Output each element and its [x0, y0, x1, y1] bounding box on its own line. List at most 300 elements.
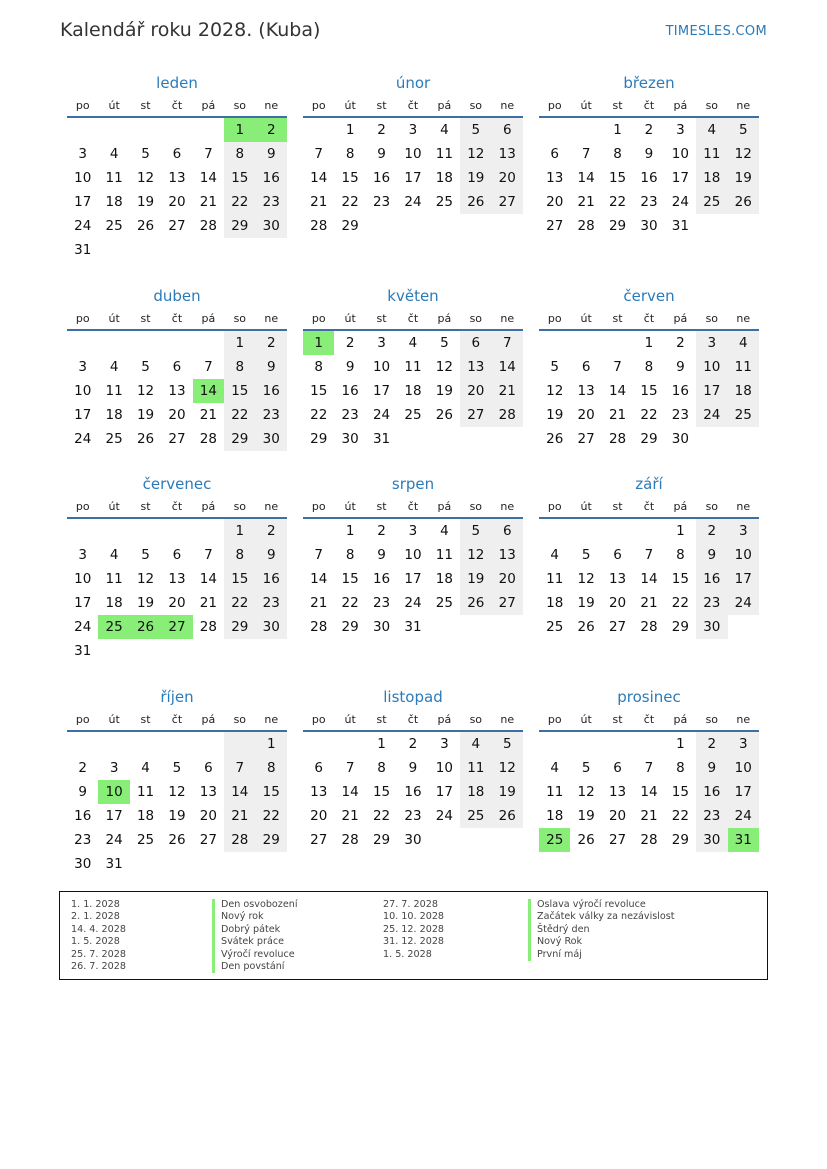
day-cell[interactable]: 2: [345, 335, 355, 351]
day-cell[interactable]: 29: [256, 828, 287, 852]
day-cell[interactable]: 2: [676, 335, 685, 351]
day-cell[interactable]: 17: [728, 567, 759, 591]
day-cell[interactable]: 28: [608, 431, 627, 447]
day-cell[interactable]: 31: [728, 828, 759, 852]
day-cell[interactable]: 1: [256, 732, 287, 756]
day-cell[interactable]: 26: [728, 190, 759, 214]
day-cell[interactable]: 1: [644, 335, 654, 351]
day-cell[interactable]: 27: [492, 591, 523, 615]
day-cell[interactable]: 1: [224, 118, 255, 142]
day-cell[interactable]: 18: [460, 780, 491, 804]
day-cell[interactable]: 15: [224, 567, 255, 591]
day-cell[interactable]: 4: [109, 547, 119, 563]
day-cell[interactable]: 26: [460, 190, 491, 214]
day-cell[interactable]: 27: [546, 218, 564, 234]
day-cell[interactable]: 22: [310, 407, 328, 423]
day-cell[interactable]: 30: [696, 615, 727, 639]
day-cell[interactable]: 17: [74, 194, 92, 210]
day-cell[interactable]: 17: [105, 808, 123, 824]
day-cell[interactable]: 9: [408, 760, 418, 776]
day-cell[interactable]: 27: [577, 431, 595, 447]
day-cell[interactable]: 28: [577, 218, 595, 234]
day-cell[interactable]: 3: [408, 122, 418, 138]
day-cell[interactable]: 14: [310, 571, 328, 587]
day-cell[interactable]: 15: [341, 571, 359, 587]
day-cell[interactable]: 3: [408, 523, 418, 539]
day-cell[interactable]: 31: [105, 856, 123, 872]
day-cell[interactable]: 30: [404, 832, 422, 848]
day-cell[interactable]: 26: [136, 218, 155, 234]
day-cell[interactable]: 16: [696, 567, 727, 591]
day-cell[interactable]: 11: [435, 547, 453, 563]
day-cell[interactable]: 3: [377, 335, 386, 351]
day-cell[interactable]: 25: [105, 218, 123, 234]
day-cell[interactable]: 11: [105, 571, 123, 587]
day-cell[interactable]: 8: [613, 146, 622, 162]
day-cell[interactable]: 1: [224, 519, 255, 543]
day-cell[interactable]: 18: [435, 170, 453, 186]
day-cell[interactable]: 14: [640, 784, 658, 800]
day-cell[interactable]: 21: [199, 595, 217, 611]
day-cell[interactable]: 10: [404, 146, 422, 162]
day-cell[interactable]: 21: [224, 804, 255, 828]
day-cell[interactable]: 17: [404, 571, 422, 587]
day-cell[interactable]: 9: [256, 543, 287, 567]
day-cell[interactable]: 1: [377, 736, 386, 752]
day-cell[interactable]: 7: [492, 331, 523, 355]
day-cell[interactable]: 20: [199, 808, 217, 824]
day-cell[interactable]: 13: [199, 784, 217, 800]
day-cell[interactable]: 17: [404, 170, 422, 186]
day-cell[interactable]: 11: [105, 383, 123, 399]
day-cell[interactable]: 10: [696, 355, 727, 379]
day-cell[interactable]: 4: [141, 760, 150, 776]
day-cell[interactable]: 10: [435, 760, 453, 776]
day-cell[interactable]: 2: [377, 523, 386, 539]
day-cell[interactable]: 27: [608, 619, 627, 635]
day-cell[interactable]: 7: [204, 359, 213, 375]
day-cell[interactable]: 21: [492, 379, 523, 403]
day-cell[interactable]: 21: [199, 407, 217, 423]
day-cell[interactable]: 25: [435, 595, 453, 611]
day-cell[interactable]: 31: [671, 218, 689, 234]
day-cell[interactable]: 6: [204, 760, 213, 776]
day-cell[interactable]: 24: [404, 595, 422, 611]
day-cell[interactable]: 17: [74, 595, 92, 611]
day-cell[interactable]: 24: [74, 431, 92, 447]
day-cell[interactable]: 2: [256, 519, 287, 543]
day-cell[interactable]: 14: [193, 379, 224, 403]
day-cell[interactable]: 12: [577, 571, 595, 587]
day-cell[interactable]: 7: [314, 146, 323, 162]
day-cell[interactable]: 24: [74, 218, 92, 234]
day-cell[interactable]: 9: [345, 359, 355, 375]
day-cell[interactable]: 6: [492, 118, 523, 142]
day-cell[interactable]: 7: [581, 146, 591, 162]
day-cell[interactable]: 6: [613, 760, 622, 776]
day-cell[interactable]: 30: [256, 427, 287, 451]
day-cell[interactable]: 24: [696, 403, 727, 427]
day-cell[interactable]: 19: [577, 595, 595, 611]
day-cell[interactable]: 11: [460, 756, 491, 780]
day-cell[interactable]: 15: [224, 379, 255, 403]
day-cell[interactable]: 8: [377, 760, 386, 776]
day-cell[interactable]: 14: [224, 780, 255, 804]
day-cell[interactable]: 5: [581, 547, 591, 563]
day-cell[interactable]: 21: [577, 194, 595, 210]
day-cell[interactable]: 14: [199, 571, 217, 587]
day-cell[interactable]: 13: [168, 170, 186, 186]
day-cell[interactable]: 30: [671, 431, 689, 447]
day-cell[interactable]: 25: [404, 407, 422, 423]
day-cell[interactable]: 8: [345, 146, 355, 162]
day-cell[interactable]: 29: [224, 214, 255, 238]
day-cell[interactable]: 5: [172, 760, 182, 776]
day-cell[interactable]: 26: [435, 407, 453, 423]
day-cell[interactable]: 10: [728, 543, 759, 567]
day-cell[interactable]: 23: [696, 804, 727, 828]
day-cell[interactable]: 25: [460, 804, 491, 828]
day-cell[interactable]: 28: [199, 431, 217, 447]
day-cell[interactable]: 5: [460, 519, 491, 543]
day-cell[interactable]: 4: [728, 331, 759, 355]
day-cell[interactable]: 16: [256, 379, 287, 403]
day-cell[interactable]: 1: [345, 122, 355, 138]
day-cell[interactable]: 14: [640, 571, 658, 587]
day-cell[interactable]: 11: [435, 146, 453, 162]
day-cell[interactable]: 23: [372, 194, 391, 210]
brand-link[interactable]: TIMESLES.COM: [665, 24, 767, 39]
day-cell[interactable]: 16: [372, 170, 391, 186]
day-cell[interactable]: 1: [676, 736, 685, 752]
day-cell[interactable]: 23: [256, 591, 287, 615]
day-cell[interactable]: 28: [224, 828, 255, 852]
day-cell[interactable]: 6: [550, 146, 559, 162]
day-cell[interactable]: 16: [74, 808, 92, 824]
day-cell[interactable]: 24: [435, 808, 453, 824]
day-cell[interactable]: 19: [577, 808, 595, 824]
day-cell[interactable]: 28: [341, 832, 359, 848]
day-cell[interactable]: 20: [168, 407, 186, 423]
day-cell[interactable]: 6: [613, 547, 622, 563]
day-cell[interactable]: 3: [109, 760, 119, 776]
day-cell[interactable]: 16: [671, 383, 689, 399]
day-cell[interactable]: 12: [168, 784, 186, 800]
day-cell[interactable]: 20: [168, 595, 186, 611]
day-cell[interactable]: 20: [546, 194, 564, 210]
day-cell[interactable]: 7: [314, 547, 323, 563]
day-cell[interactable]: 10: [74, 571, 92, 587]
day-cell[interactable]: 21: [199, 194, 217, 210]
day-cell[interactable]: 15: [310, 383, 328, 399]
day-cell[interactable]: 12: [728, 142, 759, 166]
day-cell[interactable]: 10: [671, 146, 689, 162]
day-cell[interactable]: 9: [377, 547, 386, 563]
day-cell[interactable]: 22: [224, 591, 255, 615]
day-cell[interactable]: 3: [78, 547, 87, 563]
day-cell[interactable]: 22: [372, 808, 391, 824]
day-cell[interactable]: 16: [372, 571, 391, 587]
day-cell[interactable]: 25: [105, 431, 123, 447]
day-cell[interactable]: 5: [141, 359, 150, 375]
day-cell[interactable]: 18: [136, 808, 155, 824]
day-cell[interactable]: 5: [492, 732, 523, 756]
day-cell[interactable]: 18: [404, 383, 422, 399]
day-cell[interactable]: 29: [608, 218, 627, 234]
day-cell[interactable]: 5: [550, 359, 559, 375]
day-cell[interactable]: 27: [608, 832, 627, 848]
day-cell[interactable]: 6: [460, 331, 491, 355]
day-cell[interactable]: 17: [696, 379, 727, 403]
day-cell[interactable]: 6: [172, 146, 182, 162]
day-cell[interactable]: 3: [78, 359, 87, 375]
day-cell[interactable]: 30: [640, 218, 658, 234]
day-cell[interactable]: 12: [460, 543, 491, 567]
day-cell[interactable]: 9: [644, 146, 654, 162]
day-cell[interactable]: 18: [105, 194, 123, 210]
day-cell[interactable]: 24: [671, 194, 689, 210]
day-cell[interactable]: 23: [256, 190, 287, 214]
day-cell[interactable]: 25: [728, 403, 759, 427]
day-cell[interactable]: 28: [640, 832, 658, 848]
day-cell[interactable]: 20: [608, 595, 627, 611]
day-cell[interactable]: 3: [728, 732, 759, 756]
day-cell[interactable]: 15: [640, 383, 658, 399]
day-cell[interactable]: 8: [345, 547, 355, 563]
day-cell[interactable]: 19: [460, 567, 491, 591]
day-cell[interactable]: 14: [310, 170, 328, 186]
day-cell[interactable]: 16: [640, 170, 658, 186]
day-cell[interactable]: 4: [550, 760, 559, 776]
day-cell[interactable]: 19: [168, 808, 186, 824]
day-cell[interactable]: 15: [224, 166, 255, 190]
day-cell[interactable]: 17: [372, 383, 391, 399]
day-cell[interactable]: 19: [492, 780, 523, 804]
day-cell[interactable]: 8: [676, 547, 685, 563]
day-cell[interactable]: 10: [74, 383, 92, 399]
day-cell[interactable]: 4: [550, 547, 559, 563]
day-cell[interactable]: 31: [74, 242, 92, 258]
day-cell[interactable]: 8: [314, 359, 323, 375]
day-cell[interactable]: 17: [728, 780, 759, 804]
day-cell[interactable]: 26: [168, 832, 186, 848]
day-cell[interactable]: 5: [581, 760, 591, 776]
day-cell[interactable]: 28: [199, 218, 217, 234]
day-cell[interactable]: 29: [224, 427, 255, 451]
day-cell[interactable]: 8: [676, 760, 685, 776]
day-cell[interactable]: 15: [608, 170, 627, 186]
day-cell[interactable]: 10: [404, 547, 422, 563]
day-cell[interactable]: 9: [256, 142, 287, 166]
day-cell[interactable]: 2: [78, 760, 87, 776]
day-cell[interactable]: 7: [204, 547, 213, 563]
day-cell[interactable]: 6: [172, 547, 182, 563]
day-cell[interactable]: 19: [136, 595, 155, 611]
day-cell[interactable]: 12: [492, 756, 523, 780]
day-cell[interactable]: 9: [676, 359, 685, 375]
day-cell[interactable]: 12: [136, 170, 155, 186]
day-cell[interactable]: 7: [644, 760, 654, 776]
day-cell[interactable]: 14: [341, 784, 359, 800]
day-cell[interactable]: 19: [136, 194, 155, 210]
day-cell[interactable]: 24: [372, 407, 391, 423]
day-cell[interactable]: 6: [581, 359, 591, 375]
day-cell[interactable]: 22: [341, 595, 359, 611]
day-cell[interactable]: 12: [546, 383, 564, 399]
day-cell[interactable]: 18: [105, 595, 123, 611]
day-cell[interactable]: 9: [696, 756, 727, 780]
day-cell[interactable]: 20: [492, 166, 523, 190]
day-cell[interactable]: 30: [74, 856, 92, 872]
day-cell[interactable]: 21: [640, 595, 658, 611]
day-cell[interactable]: 24: [404, 194, 422, 210]
day-cell[interactable]: 24: [728, 591, 759, 615]
day-cell[interactable]: 3: [696, 331, 727, 355]
day-cell[interactable]: 18: [696, 166, 727, 190]
day-cell[interactable]: 23: [696, 591, 727, 615]
day-cell[interactable]: 14: [199, 170, 217, 186]
day-cell[interactable]: 11: [546, 571, 564, 587]
day-cell[interactable]: 11: [136, 784, 155, 800]
day-cell[interactable]: 23: [372, 595, 391, 611]
day-cell[interactable]: 23: [671, 407, 689, 423]
day-cell[interactable]: 17: [671, 170, 689, 186]
day-cell[interactable]: 1: [676, 523, 685, 539]
day-cell[interactable]: 26: [577, 619, 595, 635]
day-cell[interactable]: 15: [341, 170, 359, 186]
day-cell[interactable]: 13: [460, 355, 491, 379]
day-cell[interactable]: 10: [74, 170, 92, 186]
day-cell[interactable]: 6: [314, 760, 323, 776]
day-cell[interactable]: 18: [546, 595, 564, 611]
day-cell[interactable]: 9: [78, 784, 87, 800]
day-cell[interactable]: 13: [168, 383, 186, 399]
day-cell[interactable]: 9: [696, 543, 727, 567]
day-cell[interactable]: 30: [256, 214, 287, 238]
day-cell[interactable]: 29: [372, 832, 391, 848]
day-cell[interactable]: 13: [608, 784, 627, 800]
day-cell[interactable]: 4: [460, 732, 491, 756]
day-cell[interactable]: 16: [256, 567, 287, 591]
day-cell[interactable]: 13: [492, 543, 523, 567]
day-cell[interactable]: 27: [199, 832, 217, 848]
day-cell[interactable]: 21: [608, 407, 627, 423]
day-cell[interactable]: 15: [671, 571, 689, 587]
day-cell[interactable]: 26: [492, 804, 523, 828]
day-cell[interactable]: 22: [224, 190, 255, 214]
day-cell[interactable]: 3: [440, 736, 449, 752]
day-cell[interactable]: 13: [577, 383, 595, 399]
day-cell[interactable]: 2: [377, 122, 386, 138]
day-cell[interactable]: 23: [404, 808, 422, 824]
day-cell[interactable]: 11: [404, 359, 422, 375]
day-cell[interactable]: 3: [728, 519, 759, 543]
day-cell[interactable]: 8: [224, 142, 255, 166]
day-cell[interactable]: 26: [460, 591, 491, 615]
day-cell[interactable]: 5: [728, 118, 759, 142]
day-cell[interactable]: 2: [408, 736, 418, 752]
day-cell[interactable]: 17: [74, 407, 92, 423]
day-cell[interactable]: 22: [640, 407, 658, 423]
day-cell[interactable]: 13: [546, 170, 564, 186]
day-cell[interactable]: 22: [256, 804, 287, 828]
day-cell[interactable]: 4: [408, 335, 418, 351]
day-cell[interactable]: 9: [256, 355, 287, 379]
day-cell[interactable]: 1: [613, 122, 622, 138]
day-cell[interactable]: 12: [435, 359, 453, 375]
day-cell[interactable]: 16: [256, 166, 287, 190]
day-cell[interactable]: 25: [696, 190, 727, 214]
day-cell[interactable]: 25: [136, 832, 155, 848]
day-cell[interactable]: 5: [141, 146, 150, 162]
day-cell[interactable]: 9: [377, 146, 386, 162]
day-cell[interactable]: 19: [546, 407, 564, 423]
day-cell[interactable]: 2: [644, 122, 654, 138]
day-cell[interactable]: 28: [310, 218, 328, 234]
day-cell[interactable]: 24: [105, 832, 123, 848]
day-cell[interactable]: 11: [728, 355, 759, 379]
day-cell[interactable]: 3: [676, 122, 685, 138]
day-cell[interactable]: 20: [310, 808, 328, 824]
day-cell[interactable]: 16: [404, 784, 422, 800]
day-cell[interactable]: 11: [546, 784, 564, 800]
day-cell[interactable]: 8: [644, 359, 654, 375]
day-cell[interactable]: 10: [372, 359, 391, 375]
day-cell[interactable]: 2: [696, 732, 727, 756]
day-cell[interactable]: 15: [372, 784, 391, 800]
day-cell[interactable]: 24: [74, 619, 92, 635]
day-cell[interactable]: 25: [546, 619, 564, 635]
day-cell[interactable]: 8: [224, 543, 255, 567]
day-cell[interactable]: 30: [341, 431, 359, 447]
day-cell[interactable]: 5: [141, 547, 150, 563]
day-cell[interactable]: 22: [341, 194, 359, 210]
day-cell[interactable]: 7: [204, 146, 213, 162]
day-cell[interactable]: 16: [341, 383, 359, 399]
day-cell[interactable]: 14: [577, 170, 595, 186]
day-cell[interactable]: 3: [78, 146, 87, 162]
day-cell[interactable]: 18: [728, 379, 759, 403]
day-cell[interactable]: 1: [345, 523, 355, 539]
day-cell[interactable]: 4: [696, 118, 727, 142]
day-cell[interactable]: 23: [640, 194, 658, 210]
day-cell[interactable]: 22: [224, 403, 255, 427]
day-cell[interactable]: 15: [256, 780, 287, 804]
day-cell[interactable]: 18: [105, 407, 123, 423]
day-cell[interactable]: 6: [172, 359, 182, 375]
day-cell[interactable]: 11: [105, 170, 123, 186]
day-cell[interactable]: 13: [168, 571, 186, 587]
day-cell[interactable]: 26: [546, 431, 564, 447]
day-cell[interactable]: 8: [224, 355, 255, 379]
day-cell[interactable]: 20: [460, 379, 491, 403]
day-cell[interactable]: 12: [577, 784, 595, 800]
day-cell[interactable]: 30: [696, 828, 727, 852]
day-cell[interactable]: 6: [492, 519, 523, 543]
day-cell[interactable]: 25: [435, 194, 453, 210]
day-cell[interactable]: 27: [161, 615, 192, 639]
day-cell[interactable]: 31: [404, 619, 422, 635]
day-cell[interactable]: 12: [136, 571, 155, 587]
day-cell[interactable]: 29: [640, 431, 658, 447]
day-cell[interactable]: 29: [341, 218, 359, 234]
day-cell[interactable]: 11: [696, 142, 727, 166]
day-cell[interactable]: 16: [696, 780, 727, 804]
day-cell[interactable]: 2: [696, 519, 727, 543]
day-cell[interactable]: 2: [256, 118, 287, 142]
day-cell[interactable]: 27: [168, 431, 186, 447]
day-cell[interactable]: 13: [492, 142, 523, 166]
